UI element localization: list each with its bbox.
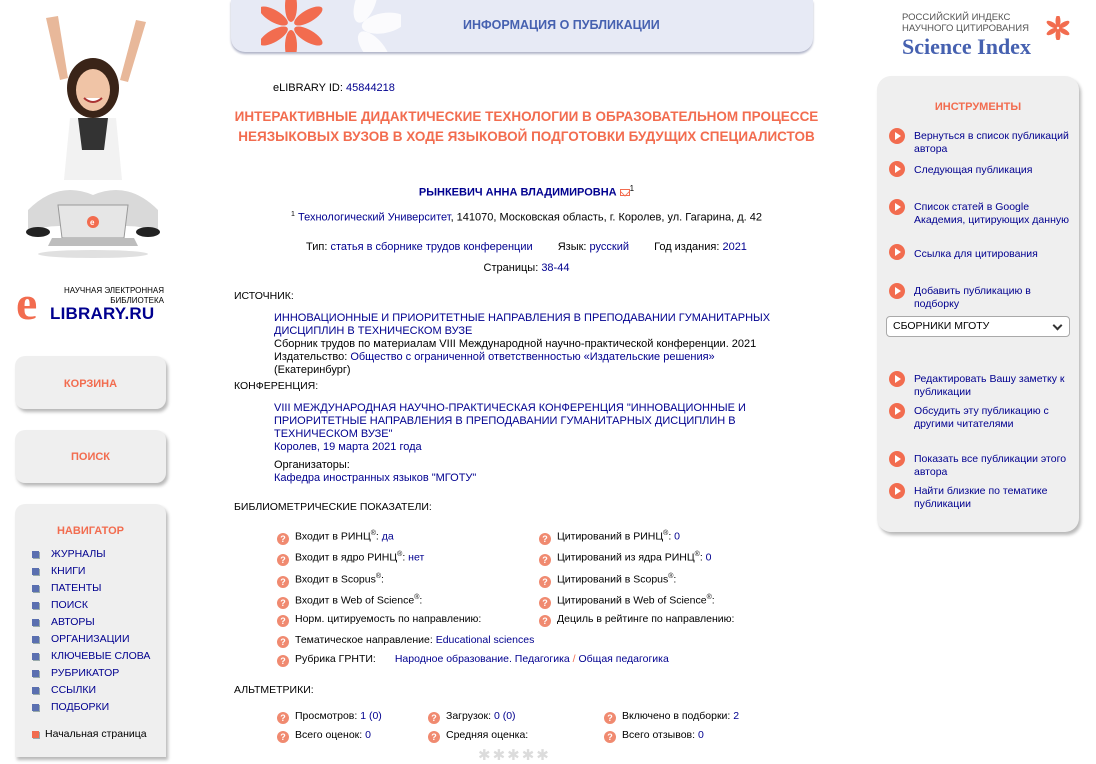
affiliation-line	[234, 211, 819, 224]
downloads-label: Загрузок:	[446, 710, 492, 722]
reg-mark: ®	[370, 530, 376, 537]
cit-wos-label: Цитирований в Web of Science	[557, 594, 707, 607]
rinc-indicator: ? Входит в РИНЦ®: да	[277, 530, 394, 545]
arrow-right-icon[interactable]	[889, 403, 905, 419]
publisher-city: (Екатеринбург)	[274, 364, 351, 376]
altmetrics-heading: АЛЬТМЕТРИКИ:	[234, 684, 314, 696]
organizer-link[interactable]: Кафедра иностранных языков "МГОТУ"	[274, 472, 477, 484]
views-value[interactable]: 1 (0)	[360, 710, 382, 722]
views-indicator	[277, 710, 382, 724]
square-bullet-icon	[32, 585, 39, 592]
rating-stars-icon[interactable]: ✱✱✱✱✱	[478, 747, 551, 764]
author-affil-sup: 1	[629, 184, 635, 193]
author-link[interactable]: РЫНКЕВИЧ АННА ВЛАДИМИРОВНА	[418, 186, 617, 199]
square-bullet-icon	[32, 653, 39, 660]
cit-core-indicator: ? Цитирований из ядра РИНЦ®: 0	[539, 551, 712, 566]
source-block	[274, 312, 794, 377]
theme-label: Тематическое направление:	[295, 634, 433, 646]
si-title: Science Index	[902, 34, 1031, 59]
nav-item-label[interactable]: ОРГАНИЗАЦИИ	[51, 633, 130, 645]
envelope-icon[interactable]	[620, 189, 630, 196]
si-subtitle-line-1: РОССИЙСКИЙ ИНДЕКС	[902, 12, 1011, 23]
pages-label: Страницы:	[483, 262, 539, 274]
tool-back-to-author-list[interactable]: Вернуться в список публикаций автора	[914, 130, 1069, 155]
ratings-label: Всего оценок:	[295, 729, 363, 741]
grnti-indicator: ? Рубрика ГРНТИ: Народное образование. Педагогика / Общая педагогика	[277, 653, 669, 667]
meta-line	[234, 241, 819, 253]
arrow-right-icon[interactable]	[889, 161, 905, 177]
square-bullet-icon	[32, 704, 39, 711]
core-label: Входит в ядро РИНЦ	[295, 551, 398, 564]
girl-with-laptop-illustration	[18, 10, 168, 260]
arrow-right-icon[interactable]	[889, 244, 905, 260]
lang-link[interactable]: русский	[589, 241, 630, 253]
arrow-right-icon[interactable]	[889, 283, 905, 299]
scopus-indicator: ? Входит в Scopus®:	[277, 573, 384, 588]
nav-item-organizations[interactable]	[15, 633, 166, 650]
help-icon[interactable]: ?	[277, 554, 289, 566]
biblio-heading: БИБЛИОМЕТРИЧЕСКИЕ ПОКАЗАТЕЛИ:	[234, 501, 432, 513]
tool-add-to-collection[interactable]: Добавить публикацию в подборку	[914, 285, 1031, 310]
nav-item-collections[interactable]	[15, 701, 166, 718]
nav-item-label[interactable]: ЖУРНАЛЫ	[51, 548, 106, 560]
asterisk-decoration-icon	[261, 0, 401, 52]
nav-item-label[interactable]: ПАТЕНТЫ	[51, 582, 102, 594]
cart-box[interactable]	[15, 356, 166, 409]
organizers-label: Организаторы:	[274, 459, 350, 471]
nav-item-journals[interactable]	[15, 548, 166, 565]
ratings-value[interactable]: 0	[365, 729, 371, 741]
elibrary-id-label: eLIBRARY ID:	[273, 82, 343, 94]
cit-scopus-indicator: ? Цитирований в Scopus®:	[539, 573, 676, 588]
square-bullet-icon	[32, 619, 39, 626]
help-icon[interactable]: ?	[539, 576, 551, 588]
tools-title: ИНСТРУМЕНТЫ	[934, 101, 1022, 113]
tool-discuss[interactable]: Обсудить эту публикацию с другими читателями	[914, 405, 1049, 430]
help-icon[interactable]: ?	[604, 712, 616, 724]
cit-rinc-indicator: ? Цитирований в РИНЦ®: 0	[539, 530, 680, 545]
source-title-link[interactable]: ИННОВАЦИОННЫЕ И ПРИОРИТЕТНЫЕ НАПРАВЛЕНИЯ В ПРЕПОДАВАНИИ ГУМАНИТАРНЫХ ДИСЦИПЛИН В ТЕХНИЧЕСКОМ ВУЗЕ	[274, 312, 771, 337]
reg-mark: ®	[414, 594, 420, 601]
reviews-value[interactable]: 0	[697, 729, 704, 741]
elibrary-logo[interactable]	[16, 277, 166, 330]
chevron-down-icon	[1053, 321, 1063, 331]
type-link[interactable]: статья в сборнике трудов конференции	[330, 241, 533, 253]
tool-google-scholar[interactable]: Список статей в Google Академия, цитирующих данную	[914, 201, 1069, 226]
nav-item-label[interactable]: ПОИСК	[51, 599, 88, 611]
help-icon[interactable]: ?	[539, 597, 551, 609]
wos-label: Входит в Web of Science	[295, 594, 415, 607]
si-subtitle-line-2: НАУЧНОГО ЦИТИРОВАНИЯ	[902, 23, 1029, 34]
arrow-right-icon[interactable]	[889, 483, 905, 499]
logo-e-letter: e	[16, 277, 38, 330]
nav-item-search[interactable]	[15, 599, 166, 616]
collections-value[interactable]: 2	[733, 710, 740, 722]
search-link[interactable]: ПОИСК	[70, 451, 111, 463]
pages-line	[234, 262, 819, 274]
tool-next-publication[interactable]: Следующая публикация	[914, 164, 1033, 176]
square-bullet-icon	[32, 687, 39, 694]
nav-item-rubricator[interactable]	[15, 667, 166, 684]
asterisk-icon	[1046, 16, 1070, 40]
square-bullet-icon	[32, 636, 39, 643]
nav-item-home[interactable]	[15, 728, 166, 745]
help-icon[interactable]: ?	[277, 655, 289, 667]
reg-mark: ®	[694, 551, 700, 558]
nav-item-patents[interactable]	[15, 582, 166, 599]
norm-label: Норм. цитируемость по направлению:	[295, 613, 482, 625]
nav-item-label[interactable]: ССЫЛКИ	[51, 684, 97, 696]
decile-label: Дециль в рейтинге по направлению:	[557, 613, 735, 625]
downloads-indicator	[428, 710, 516, 724]
logo-name: LIBRARY.RU	[50, 304, 155, 323]
core-indicator: ? Входит в ядро РИНЦ®: нет	[277, 551, 424, 566]
reg-mark: ®	[397, 551, 403, 558]
science-index-logo[interactable]	[902, 12, 1072, 57]
nav-item-label[interactable]: АВТОРЫ	[51, 616, 95, 628]
affil-address: , 141070, Московская область, г. Королев, ул. Гагарина, д. 42	[450, 211, 762, 224]
help-icon[interactable]: ?	[277, 597, 289, 609]
square-bullet-icon	[32, 568, 39, 575]
source-desc: Сборник трудов по материалам VIII Международной научно-практической конференции. 2021	[274, 338, 757, 350]
navigator-list	[15, 548, 166, 745]
collection-select[interactable]	[886, 316, 1070, 337]
conference-heading: КОНФЕРЕНЦИЯ:	[234, 380, 319, 392]
navigator-title: НАВИГАТОР	[56, 525, 124, 537]
cit-rinc-label: Цитирований в РИНЦ	[557, 530, 664, 543]
page-header	[231, 0, 813, 52]
navigator-box	[15, 504, 166, 757]
help-icon[interactable]: ?	[277, 576, 289, 588]
decile-indicator	[539, 613, 734, 627]
ratings-indicator	[277, 729, 371, 743]
tool-edit-note[interactable]: Редактировать Вашу заметку к публикации	[914, 373, 1065, 398]
year-link[interactable]: 2021	[722, 241, 747, 253]
reg-mark: ®	[663, 530, 669, 537]
nav-item-keywords[interactable]	[15, 650, 166, 667]
scopus-label: Входит в Scopus	[295, 573, 376, 586]
reg-mark: ®	[668, 573, 674, 580]
tool-similar-publications[interactable]: Найти близкие по тематике публикации	[914, 485, 1048, 510]
conference-place-date[interactable]: Королев, 19 марта 2021 года	[274, 441, 422, 453]
arrow-right-icon[interactable]	[889, 451, 905, 467]
publisher-label: Издательство:	[274, 351, 348, 363]
affil-org-link[interactable]: Технологический Университет	[298, 211, 451, 224]
grnti-label: Рубрика ГРНТИ:	[295, 653, 376, 665]
left-column	[0, 0, 175, 757]
nav-item-books[interactable]	[15, 565, 166, 582]
help-icon[interactable]: ?	[277, 712, 289, 724]
square-bullet-icon	[32, 670, 39, 677]
arrow-right-icon[interactable]	[889, 199, 905, 215]
nav-item-label[interactable]: ПОДБОРКИ	[51, 701, 110, 713]
reviews-label: Всего отзывов:	[622, 729, 696, 741]
help-icon[interactable]: ?	[539, 615, 551, 627]
help-icon[interactable]: ?	[277, 636, 289, 648]
nav-item-label[interactable]: КЛЮЧЕВЫЕ СЛОВА	[51, 650, 151, 662]
grnti-link-2[interactable]: Общая педагогика	[578, 653, 669, 665]
cart-link[interactable]: КОРЗИНА	[63, 378, 118, 390]
square-bullet-icon	[32, 731, 39, 738]
cit-core-value[interactable]: 0	[705, 551, 712, 564]
nav-item-label[interactable]: РУБРИКАТОР	[51, 667, 120, 679]
conference-title-link[interactable]: VIII МЕЖДУНАРОДНАЯ НАУЧНО-ПРАКТИЧЕСКАЯ КОНФЕРЕНЦИЯ "ИННОВАЦИОННЫЕ И ПРИОРИТЕТНЫЕ НАПРАВЛЕНИЯ В ПРЕПОДАВАНИИ ГУМАНИТАРНЫХ ДИСЦИПЛИН В ТЕХНИЧЕСКОМ ВУЗЕ"	[274, 402, 746, 440]
avg-rating-indicator	[428, 729, 528, 743]
reg-mark: ®	[706, 594, 712, 601]
arrow-right-icon[interactable]	[889, 371, 905, 387]
help-icon[interactable]: ?	[539, 533, 551, 545]
rinc-label: Входит в РИНЦ	[295, 530, 371, 543]
home-link[interactable]: Начальная страница	[45, 728, 147, 740]
collection-select-value: СБОРНИКИ МГОТУ	[893, 320, 990, 332]
reviews-indicator	[604, 729, 704, 743]
publication-title: ИНТЕРАКТИВНЫЕ ДИДАКТИЧЕСКИЕ ТЕХНОЛОГИИ В ОБРАЗОВАТЕЛЬНОМ ПРОЦЕССЕ НЕЯЗЫКОВЫХ ВУЗОВ В ХОДЕ ЯЗЫКОВОЙ ПОДГОТОВКИ БУДУЩИХ СПЕЦИАЛИСТОВ	[234, 109, 819, 144]
page-title: ИНФОРМАЦИЯ О ПУБЛИКАЦИИ	[463, 18, 660, 32]
theme-link[interactable]: Educational sciences	[435, 634, 535, 646]
author-line	[234, 184, 819, 199]
nav-item-authors[interactable]	[15, 616, 166, 633]
views-label: Просмотров:	[295, 710, 358, 722]
conference-block	[274, 402, 774, 485]
elibrary-id	[273, 82, 395, 94]
downloads-value[interactable]: 0 (0)	[493, 710, 516, 722]
search-box[interactable]	[15, 430, 166, 483]
cit-core-label: Цитирований из ядра РИНЦ	[557, 551, 695, 564]
logo-subtitle: НАУЧНАЯ ЭЛЕКТРОННАЯ БИБЛИОТЕКА	[64, 286, 164, 305]
grnti-link-1[interactable]: Народное образование. Педагогика	[394, 653, 570, 665]
nav-item-links[interactable]	[15, 684, 166, 701]
si-subtitle	[902, 12, 1029, 34]
year-label: Год издания:	[654, 241, 720, 253]
type-label: Тип:	[306, 241, 328, 253]
help-icon[interactable]: ?	[604, 731, 616, 743]
help-icon[interactable]: ?	[277, 533, 289, 545]
lang-label: Язык:	[557, 241, 587, 253]
norm-indicator	[277, 613, 481, 627]
affil-sup: 1	[291, 211, 295, 218]
wos-indicator: ? Входит в Web of Science®:	[277, 594, 422, 609]
pages-value[interactable]: 38-44	[541, 262, 570, 274]
help-icon[interactable]: ?	[428, 712, 440, 724]
cit-wos-indicator: ? Цитирований в Web of Science®:	[539, 594, 715, 609]
collections-indicator	[604, 710, 739, 724]
theme-indicator	[277, 634, 534, 648]
arrow-right-icon[interactable]	[889, 128, 905, 144]
collections-label: Включено в подборки:	[622, 710, 731, 722]
tools-box	[877, 76, 1079, 532]
help-icon[interactable]: ?	[539, 554, 551, 566]
cit-scopus-label: Цитирований в Scopus	[557, 573, 669, 586]
core-value[interactable]: нет	[408, 551, 425, 564]
help-icon[interactable]: ?	[428, 731, 440, 743]
avg-rating-label: Средняя оценка:	[446, 729, 529, 741]
nav-item-label[interactable]: КНИГИ	[51, 565, 86, 577]
tool-all-author-publications[interactable]: Показать все публикации этого автора	[914, 453, 1067, 478]
help-icon[interactable]: ?	[277, 731, 289, 743]
svg-text:e: e	[90, 218, 95, 227]
reg-mark: ®	[375, 573, 382, 580]
square-bullet-icon	[32, 551, 39, 558]
elibrary-id-value[interactable]: 45844218	[345, 82, 395, 94]
source-heading: ИСТОЧНИК:	[234, 290, 294, 302]
publisher-link[interactable]: Общество с ограниченной ответственностью «Издательские решения»	[350, 351, 715, 363]
tool-citation-link[interactable]: Ссылка для цитирования	[914, 248, 1038, 260]
square-bullet-icon	[32, 602, 39, 609]
cit-rinc-value[interactable]: 0	[674, 530, 680, 543]
rinc-value[interactable]: да	[381, 530, 394, 543]
help-icon[interactable]: ?	[277, 615, 289, 627]
